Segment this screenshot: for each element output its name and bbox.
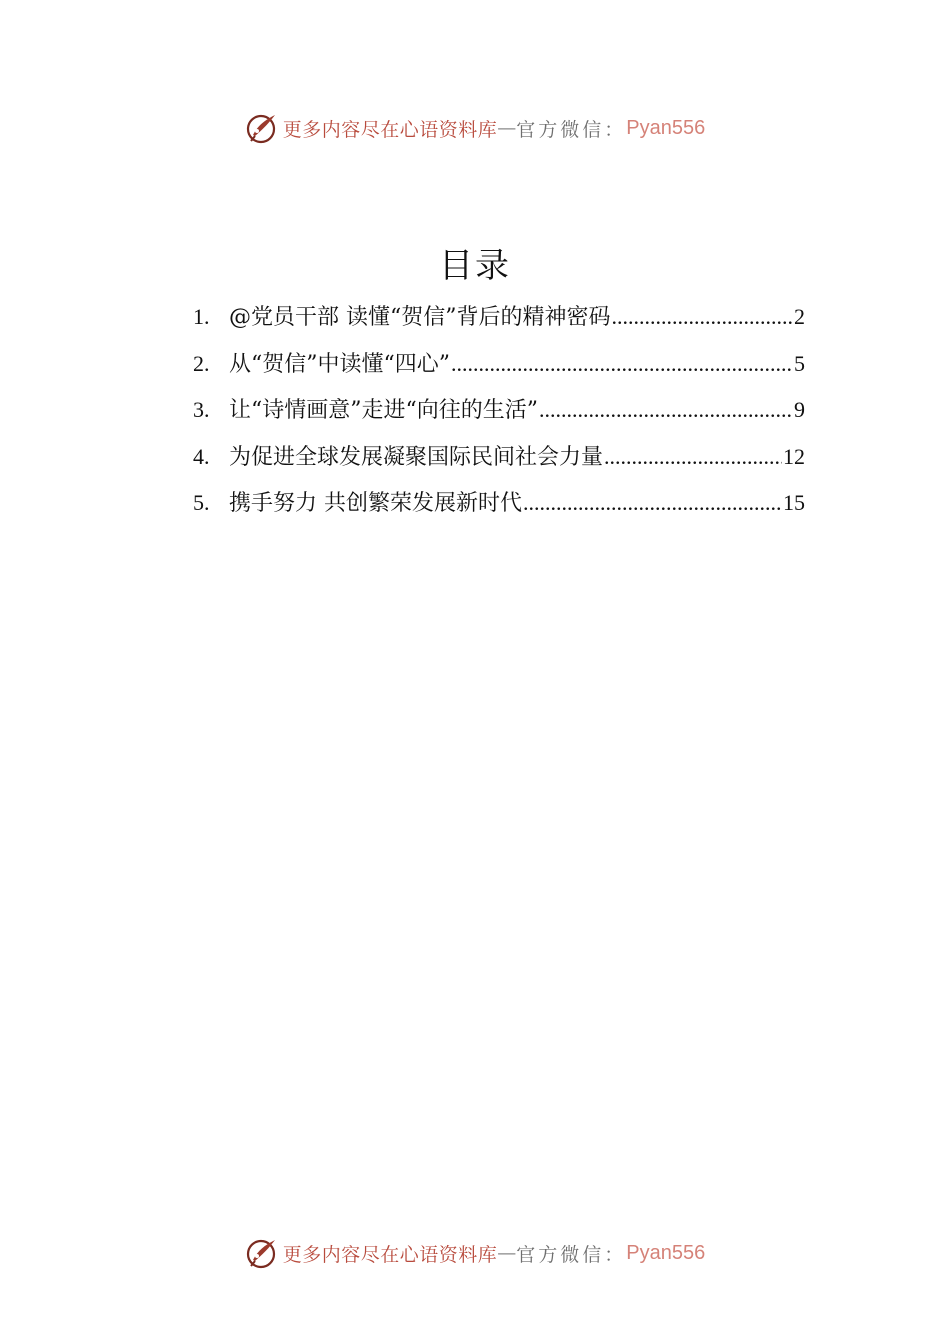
toc-entry-title: @党员干部 读懂“贺信”背后的精神密码 bbox=[229, 305, 611, 330]
dot-leader bbox=[604, 444, 782, 470]
wechat-id: Pyan556 bbox=[626, 116, 706, 139]
footer-banner bbox=[0, 1233, 950, 1273]
toc-entry-title: 从“贺信”中读懂“四心” bbox=[229, 351, 450, 377]
header-banner bbox=[0, 108, 950, 148]
toc-entry-title: 为促进全球发展凝聚国际民间社会力量 bbox=[229, 444, 604, 470]
toc-entry-number: 2. bbox=[193, 350, 210, 376]
toc-entry-3[interactable] bbox=[193, 393, 805, 440]
quill-pen-logo-icon bbox=[245, 1236, 279, 1270]
toc-entry-4[interactable] bbox=[193, 440, 805, 487]
toc-entry-title: 让“诗情画意”走进“向往的生活” bbox=[229, 398, 538, 423]
toc-list bbox=[193, 300, 805, 533]
wechat-id: Pyan556 bbox=[626, 1241, 706, 1264]
dot-leader bbox=[612, 304, 794, 330]
toc-entry-number: 5. bbox=[193, 490, 210, 515]
toc-entry-page: 12 bbox=[783, 443, 805, 469]
toc-entry-number: 3. bbox=[193, 397, 210, 422]
toc-entry-page: 9 bbox=[794, 397, 805, 422]
brand-text: 更多内容尽在心语资料库 bbox=[282, 118, 498, 141]
toc-title: 目录 bbox=[439, 246, 511, 286]
wechat-label: 官方微信： bbox=[516, 118, 627, 141]
separator-dash: — bbox=[497, 1242, 517, 1264]
dot-leader bbox=[539, 397, 793, 423]
quill-pen-logo-icon bbox=[245, 111, 279, 145]
toc-entry-2[interactable] bbox=[193, 347, 805, 394]
toc-entry-page: 2 bbox=[794, 304, 805, 329]
wechat-label: 官方微信： bbox=[516, 1243, 627, 1266]
dot-leader bbox=[523, 490, 782, 516]
toc-entry-page: 5 bbox=[794, 350, 805, 376]
toc-entry-page: 15 bbox=[783, 490, 805, 515]
dot-leader bbox=[451, 351, 793, 377]
toc-entry-number: 1. bbox=[193, 304, 210, 329]
toc-entry-title: 携手努力 共创繁荣发展新时代 bbox=[229, 491, 522, 516]
toc-entry-5[interactable] bbox=[193, 486, 805, 533]
toc-entry-number: 4. bbox=[193, 443, 210, 469]
separator-dash: — bbox=[497, 117, 517, 139]
brand-text: 更多内容尽在心语资料库 bbox=[282, 1243, 498, 1266]
toc-entry-1[interactable] bbox=[193, 300, 805, 347]
